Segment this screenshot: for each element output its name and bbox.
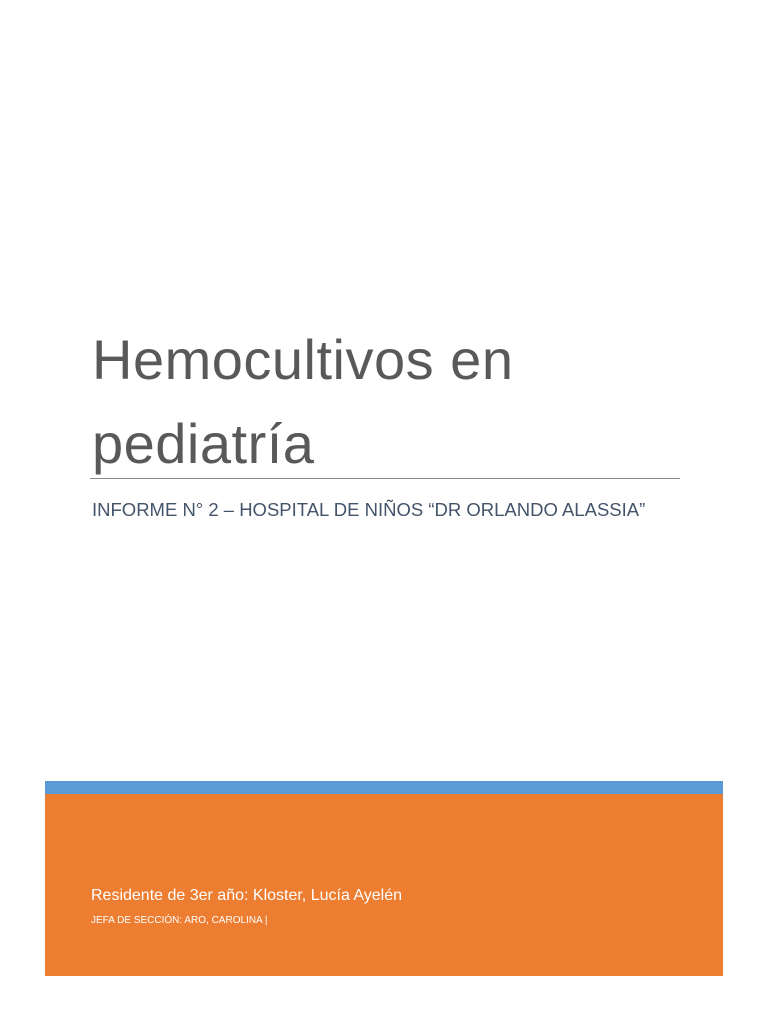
footer-band [45, 794, 723, 976]
author-line: Residente de 3er año: Kloster, Lucía Ayelén [91, 887, 403, 904]
title-line-2: pediatría [92, 412, 315, 475]
supervisor-line: JEFA DE SECCIÓN: ARO, CAROLINA | [91, 915, 268, 926]
title-line-1: Hemocultivos en [92, 328, 514, 391]
document-subtitle: INFORME N° 2 – HOSPITAL DE NIÑOS “DR ORLANDO ALASSIA” [92, 499, 646, 520]
accent-band-blue [45, 781, 723, 794]
document-title [92, 318, 692, 486]
title-divider [90, 478, 680, 479]
